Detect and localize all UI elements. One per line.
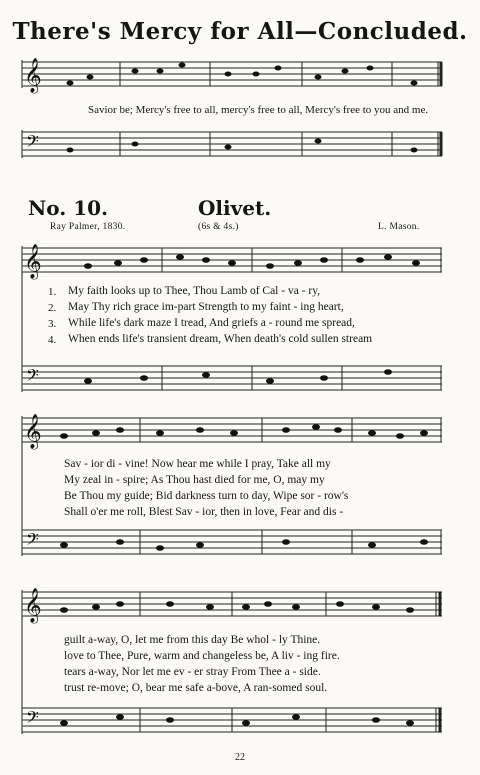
verse-number: 4.	[48, 334, 57, 346]
verse-line: trust re-move; O, bear me safe a-bove, A ran-somed soul.	[64, 682, 328, 694]
staff-concluded-bass	[22, 130, 442, 158]
verse-line: love to Thee, Pure, warm and changeless be, A liv - ing fire.	[64, 650, 340, 662]
verse-line: My faith looks up to Thee, Thou Lamb of Cal - va - ry,	[68, 285, 321, 297]
hymn-name: Olivet.	[198, 196, 272, 220]
verse-line: While life's dark maze I tread, And griefs a - round me spread,	[68, 317, 355, 329]
verse-line: Shall o'er me roll, Blest Sav - ior, then in love, Fear and dis -	[64, 506, 344, 518]
bass-clef-icon: 𝄢	[26, 131, 39, 155]
page-number: 22	[235, 752, 245, 763]
hymn-number: No. 10.	[28, 196, 108, 220]
staff-system1-bass	[22, 366, 442, 390]
verse-number: 3.	[48, 318, 57, 330]
verse-line: Sav - ior di - vine! Now hear me while I pray, Take all my	[64, 458, 331, 470]
verse-line: My zeal in - spire; As Thou hast died for me, O, may my	[64, 474, 325, 486]
verse-line: May Thy rich grace im-part Strength to my faint - ing heart,	[68, 301, 344, 313]
staff-concluded-treble	[22, 60, 442, 88]
bass-clef-icon: 𝄢	[26, 529, 39, 553]
hymn-author: Ray Palmer, 1830.	[50, 222, 126, 232]
verse-number: 1.	[48, 286, 57, 298]
treble-clef-icon: 𝄞	[24, 58, 42, 93]
verse-line: guilt a-way, O, let me from this day Be whol - ly Thine.	[64, 634, 321, 646]
bass-clef-icon: 𝄢	[26, 365, 39, 389]
verse-line: When ends life's transient dream, When death's cold sullen stream	[68, 333, 373, 345]
bass-clef-icon: 𝄢	[26, 707, 39, 731]
verse-line: tears a-way, Nor let me ev - er stray From Thee a - side.	[64, 666, 321, 678]
treble-clef-icon: 𝄞	[24, 414, 42, 449]
verse-line: Be Thou my guide; Bid darkness turn to day, Wipe sor - row's	[64, 490, 349, 502]
staff-system2-treble	[22, 416, 442, 556]
concluded-lyric: Savior be; Mercy's free to all, mercy's free to all, Mercy's free to you and me.	[88, 104, 429, 116]
hymn-meter: (6s & 4s.)	[198, 222, 239, 232]
verse-number: 2.	[48, 302, 57, 314]
note-heads	[60, 63, 428, 726]
page-title: There's Mercy for All—Concluded.	[12, 18, 468, 45]
treble-clef-icon: 𝄞	[24, 588, 42, 623]
treble-clef-icon: 𝄞	[24, 244, 42, 279]
hymn-composer: L. Mason.	[378, 222, 420, 232]
staff-system2-bass	[22, 530, 442, 554]
